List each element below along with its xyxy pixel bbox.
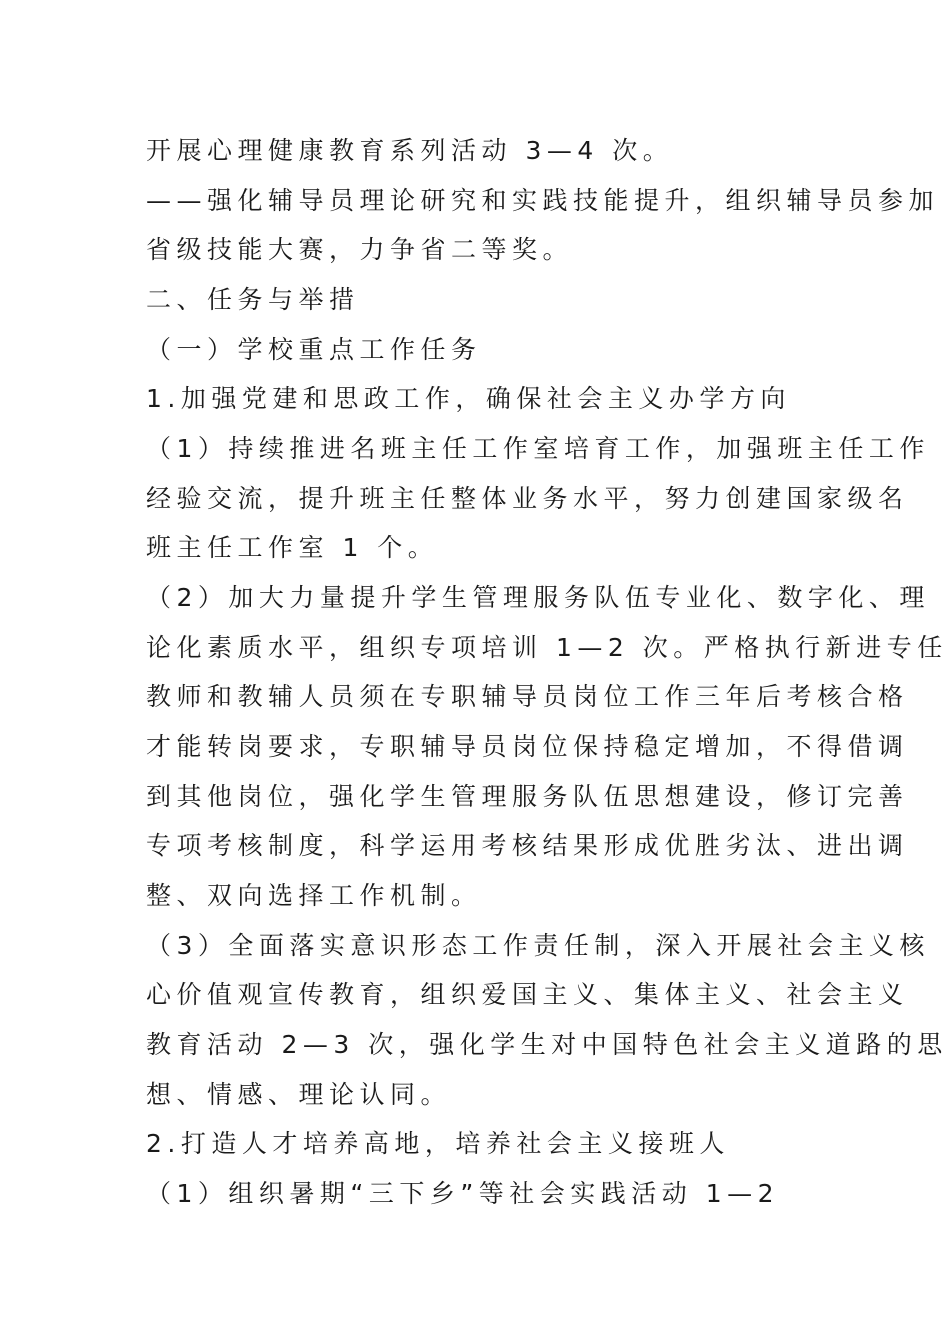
- item-heading: 1.加强党建和思政工作，确保社会主义办学方向: [146, 384, 791, 413]
- subsection-heading: （一）学校重点工作任务: [146, 335, 482, 364]
- item-heading: 2.打造人才培养高地，培养社会主义接班人: [146, 1129, 730, 1158]
- text-line: 才能转岗要求，专职辅导员岗位保持稳定增加，不得借调: [146, 732, 909, 761]
- text-line: 开展心理健康教育系列活动 3—4 次。: [146, 136, 674, 165]
- text-line: ——强化辅导员理论研究和实践技能提升，组织辅导员参加: [146, 186, 940, 215]
- section-heading: 二、任务与举措: [146, 285, 360, 314]
- text-line: （1）持续推进名班主任工作室培育工作，加强班主任工作: [146, 434, 930, 463]
- text-line: （1）组织暑期“三下乡”等社会实践活动 1—2: [146, 1179, 780, 1208]
- text-line: （2）加大力量提升学生管理服务队伍专业化、数字化、理: [146, 583, 930, 612]
- text-line: 想、情感、理论认同。: [146, 1080, 452, 1109]
- text-line: 到其他岗位，强化学生管理服务队伍思想建设，修订完善: [146, 782, 909, 811]
- text-line: 经验交流，提升班主任整体业务水平，努力创建国家级名: [146, 484, 909, 513]
- text-line: （3）全面落实意识形态工作责任制，深入开展社会主义核: [146, 931, 930, 960]
- text-line: 论化素质水平，组织专项培训 1—2 次。严格执行新进专任: [146, 633, 948, 662]
- text-line: 班主任工作室 1 个。: [146, 533, 439, 562]
- text-line: 专项考核制度，科学运用考核结果形成优胜劣汰、进出调: [146, 831, 909, 860]
- text-line: 心价值观宣传教育，组织爱国主义、集体主义、社会主义: [146, 980, 909, 1009]
- text-line: 教育活动 2—3 次，强化学生对中国特色社会主义道路的思: [146, 1030, 948, 1059]
- text-line: 省级技能大赛，力争省二等奖。: [146, 235, 574, 264]
- text-line: 整、双向选择工作机制。: [146, 881, 482, 910]
- text-line: 教师和教辅人员须在专职辅导员岗位工作三年后考核合格: [146, 682, 909, 711]
